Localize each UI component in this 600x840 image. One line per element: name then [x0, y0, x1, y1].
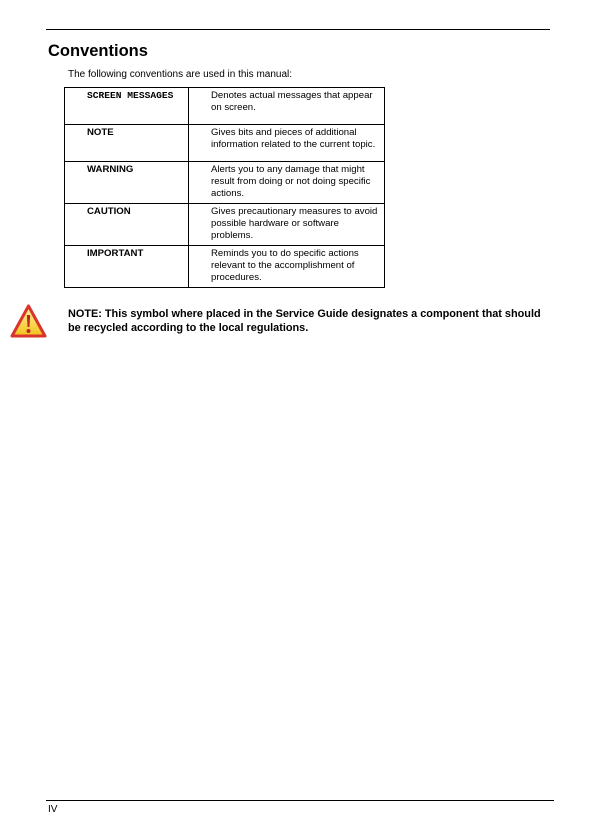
warning-triangle-icon [10, 304, 47, 339]
header-rule [46, 29, 550, 30]
intro-text: The following conventions are used in this manual: [68, 69, 293, 80]
convention-term: IMPORTANT [65, 246, 189, 288]
page-number: IV [48, 804, 58, 815]
convention-description: Gives bits and pieces of additional information related to the current topic. [189, 125, 385, 162]
convention-description: Denotes actual messages that appear on screen. [189, 88, 385, 125]
table-row [65, 246, 385, 288]
convention-description: Reminds you to do specific actions relevant to the accomplishment of procedures. [189, 246, 385, 288]
page-title: Conventions [48, 42, 148, 60]
convention-term: SCREEN MESSAGES [65, 88, 189, 125]
table-row [65, 88, 385, 125]
convention-term: WARNING [65, 162, 189, 204]
convention-description: Alerts you to any damage that might result from doing or not doing specific actions. [189, 162, 385, 204]
convention-description: Gives precautionary measures to avoid possible hardware or software problems. [189, 204, 385, 246]
conventions-table [64, 87, 385, 288]
footer-rule [46, 800, 554, 801]
table-row [65, 125, 385, 162]
convention-term: CAUTION [65, 204, 189, 246]
recycle-note: NOTE: This symbol where placed in the Service Guide designates a component that should be recycled according to the local regulations. [68, 308, 541, 334]
convention-term: NOTE [65, 125, 189, 162]
table-row [65, 204, 385, 246]
table-row [65, 162, 385, 204]
